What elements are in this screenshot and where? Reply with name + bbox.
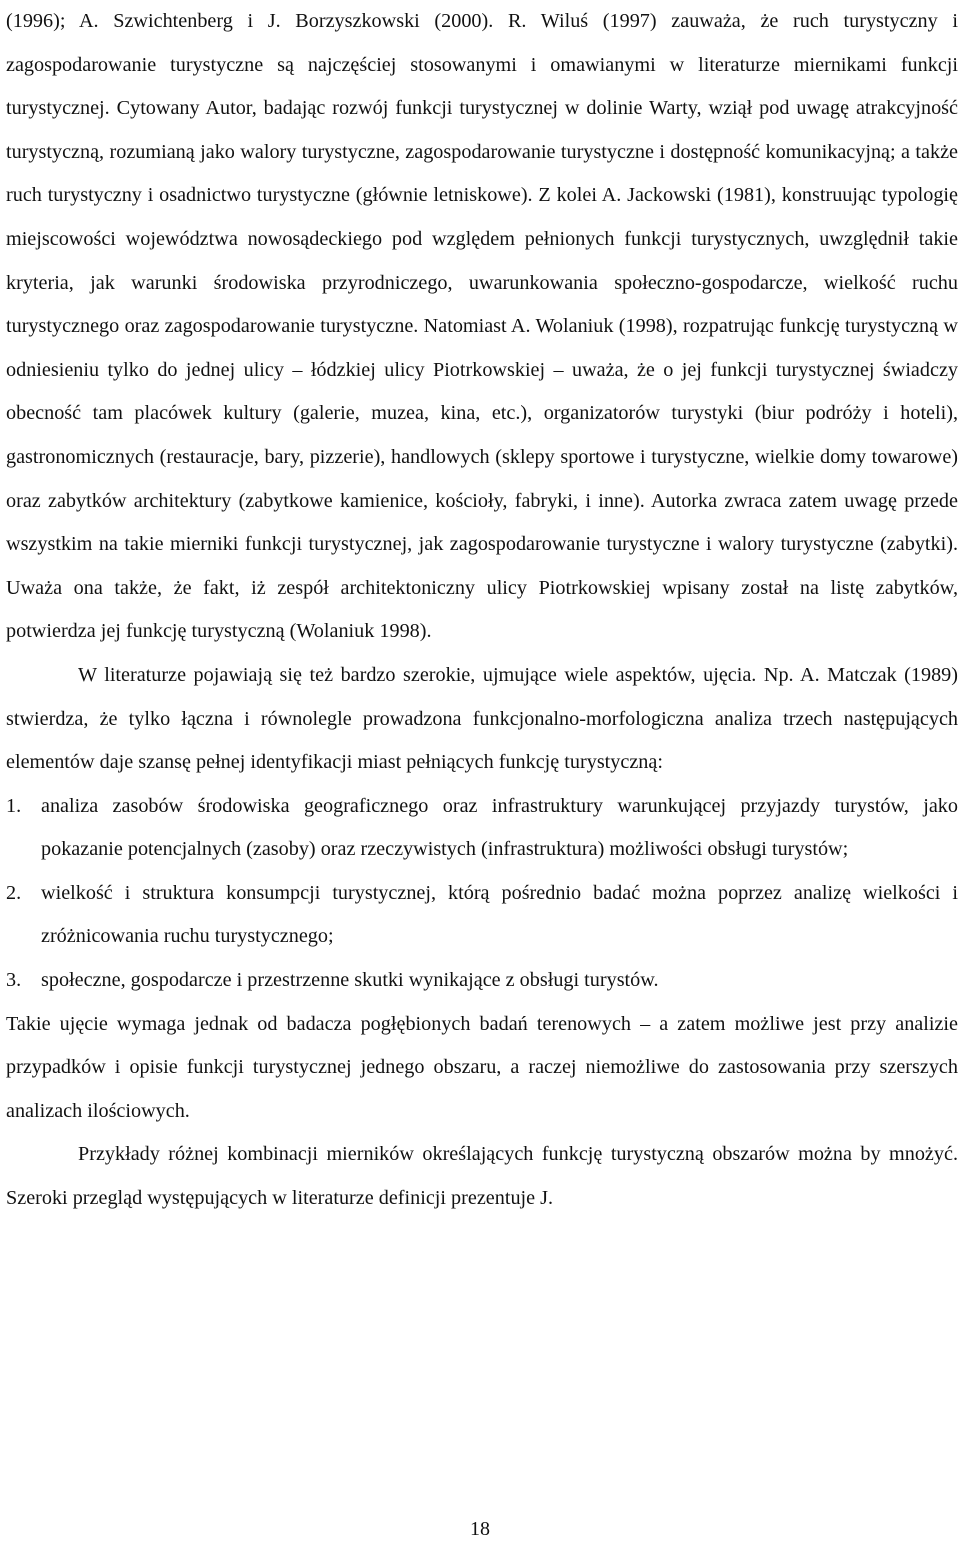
paragraph-3: Takie ujęcie wymaga jednak od badacza pogłębionych badań terenowych – a zatem możliwe jest przy analizie przypadków i opisie funkcji turystycznej jednego obszaru, a raczej niemożliwe do zastosowania przy szerszych analizach ilościowych. — [6, 1012, 958, 1122]
list-text: społeczne, gospodarcze i przestrzenne skutki wynikające z obsługi turystów. — [41, 969, 659, 992]
list-item-2 — [6, 872, 958, 959]
list-text: wielkość i struktura konsumpcji turystycznej, którą pośrednio badać można poprzez analizę wielkości i zróżnicowania ruchu turystycznego; — [41, 881, 958, 948]
list-number: 3. — [6, 969, 22, 992]
criteria-list — [6, 785, 958, 1003]
paragraph-1: (1996); A. Szwichtenberg i J. Borzyszkowski (2000). R. Wiluś (1997) zauważa, że ruch turystyczny i zagospodarowanie turystyczne są najczęściej stosowanymi i omawianymi w literaturze miernikami funkcji turystycznej. Cytowany Autor, badając rozwój funkcji turystycznej w dolinie Warty, wziął pod uwagę atrakcyjność turystyczną, rozumianą jako walory turystyczne, zagospodarowanie turystyczne i dostępność komunikacyjną; a także ruch turystyczny i osadnictwo turystyczne (głównie letniskowe). Z kolei A. Jackowski (1981), konstruując typologię miejscowości województwa nowosądeckiego pod względem pełnionych funkcji turystycznych, uwzględnił takie kryteria, jak warunki środowiska przyrodniczego, uwarunkowania społeczno-gospodarcze, wielkość ruchu turystycznego oraz zagospodarowanie turystyczne. Natomiast A. Wolaniuk (1998), rozpatrując funkcję turystyczną w odniesieniu tylko do jednej ulicy – łódzkiej ulicy Piotrkowskiej – uważa, że o jej funkcji turystycznej świadczy obecność tam placówek kultury (galerie, muzea, kina, etc.), organizatorów turystyki (biur podróży i hoteli), gastronomicznych (restauracje, bary, pizzerie), handlowych (sklepy sportowe i turystyczne, wielkie domy towarowe) oraz zabytków architektury (zabytkowe kamienice, kościoły, fabryki, i inne). Autorka zwraca zatem uwagę przede wszystkim na takie mierniki funkcji turystycznej, jak zagospodarowanie turystyczne i walory turystyczne (zabytki). Uważa ona także, że fakt, iż zespół architektoniczny ulicy Piotrkowskiej wpisany został na listę zabytków, potwierdza jej funkcję turystyczną (Wolaniuk 1998). — [6, 10, 958, 643]
list-text: analiza zasobów środowiska geograficznego oraz infrastruktury warunkującej przyjazdy turystów, jako pokazanie potencjalnych (zasoby) oraz rzeczywistych (infrastruktura) możliwości obsługi turystów; — [41, 794, 958, 861]
list-number: 1. — [6, 794, 22, 817]
document-page — [6, 0, 958, 1221]
list-item-3 — [6, 959, 958, 1003]
list-item-1 — [6, 785, 958, 872]
paragraph-4: Przykłady różnej kombinacji mierników określających funkcję turystyczną obszarów można by mnożyć. Szeroki przegląd występujących w literaturze definicji prezentuje J. — [6, 1143, 958, 1210]
page-number: 18 — [470, 1518, 490, 1540]
paragraph-2: W literaturze pojawiają się też bardzo szerokie, ujmujące wiele aspektów, ujęcia. Np. A. Matczak (1989) stwierdza, że tylko łączna i równolegle prowadzona funkcjonalno-morfologiczna analiza trzech następujących elementów daje szansę pełnej identyfikacji miast pełniących funkcję turystyczną: — [6, 663, 958, 774]
list-number: 2. — [6, 881, 22, 904]
